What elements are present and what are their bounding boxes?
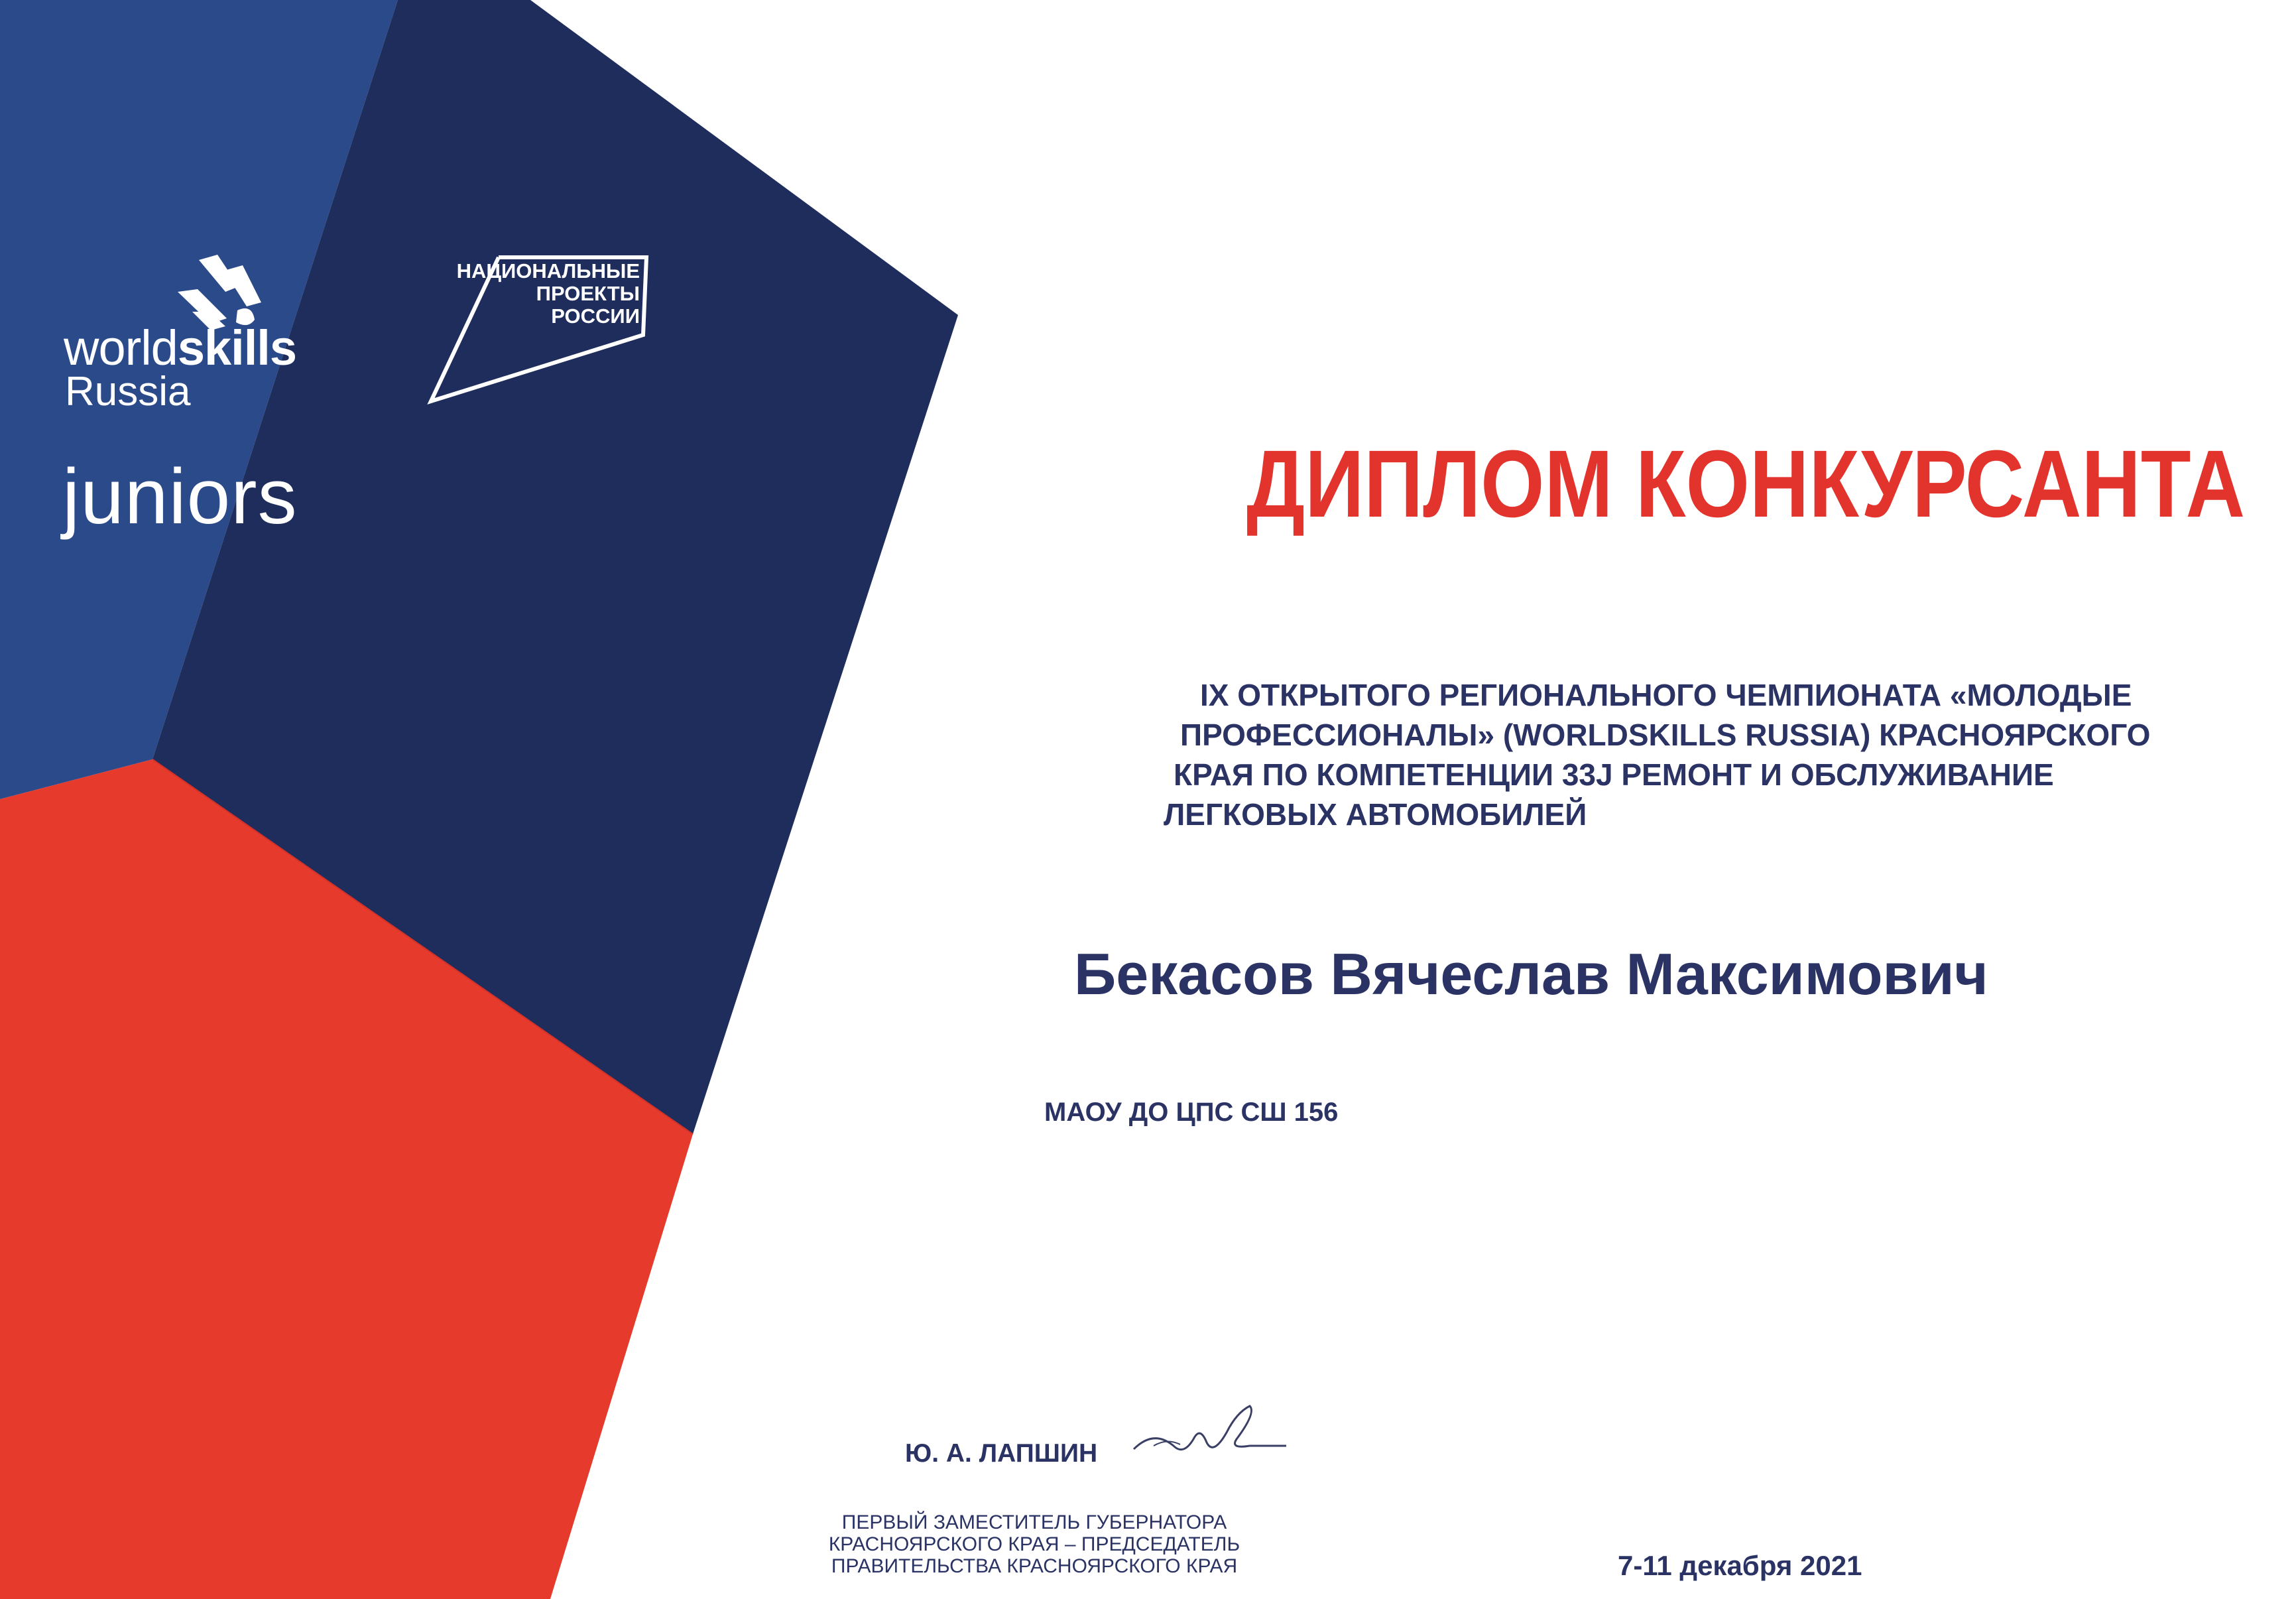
position-line-2: КРАСНОЯРСКОГО КРАЯ – ПРЕДСЕДАТЕЛЬ bbox=[828, 1533, 1240, 1555]
logo-world: world bbox=[64, 320, 178, 375]
np-line-1: НАЦИОНАЛЬНЫЕ bbox=[456, 259, 640, 283]
worldskills-logo-text bbox=[64, 320, 296, 375]
np-line-3: РОССИИ bbox=[551, 304, 640, 328]
recipient-name: Бекасов Вячеслав Максимович bbox=[1074, 941, 1988, 1007]
event-date: 7-11 декабря 2021 bbox=[1618, 1550, 1862, 1581]
championship-line-4: ЛЕГКОВЫХ АВТОМОБИЛЕЙ bbox=[1164, 797, 1587, 832]
signer-position bbox=[809, 1511, 1260, 1577]
diploma-title: ДИПЛОМ КОНКУРСАНТА bbox=[1246, 430, 2246, 537]
organization-name: МАОУ ДО ЦПС СШ 156 bbox=[1044, 1098, 1339, 1127]
championship-line-2: ПРОФЕССИОНАЛЫ» (WORLDSKILLS RUSSIA) КРАСНОЯРСКОГО bbox=[1180, 718, 2151, 752]
np-line-2: ПРОЕКТЫ bbox=[536, 282, 640, 305]
championship-description bbox=[1154, 675, 2151, 834]
signer-name: Ю. А. ЛАПШИН bbox=[905, 1439, 1098, 1468]
logo-skills: skills bbox=[177, 320, 296, 375]
position-line-3: ПРАВИТЕЛЬСТВА КРАСНОЯРСКОГО КРАЯ bbox=[831, 1555, 1238, 1577]
signature-icon bbox=[1127, 1399, 1286, 1472]
championship-line-3: КРАЯ ПО КОМПЕТЕНЦИИ 33J РЕМОНТ И ОБСЛУЖИВАНИЕ bbox=[1174, 757, 2054, 792]
juniors-logo: juniors bbox=[62, 453, 298, 541]
worldskills-logo-region: Russia bbox=[65, 369, 191, 415]
championship-line-1: IX ОТКРЫТОГО РЕГИОНАЛЬНОГО ЧЕМПИОНАТА «МОЛОДЫЕ bbox=[1200, 678, 2132, 712]
position-line-1: ПЕРВЫЙ ЗАМЕСТИТЕЛЬ ГУБЕРНАТОРА bbox=[841, 1511, 1227, 1533]
national-projects-logo-text bbox=[441, 260, 640, 328]
